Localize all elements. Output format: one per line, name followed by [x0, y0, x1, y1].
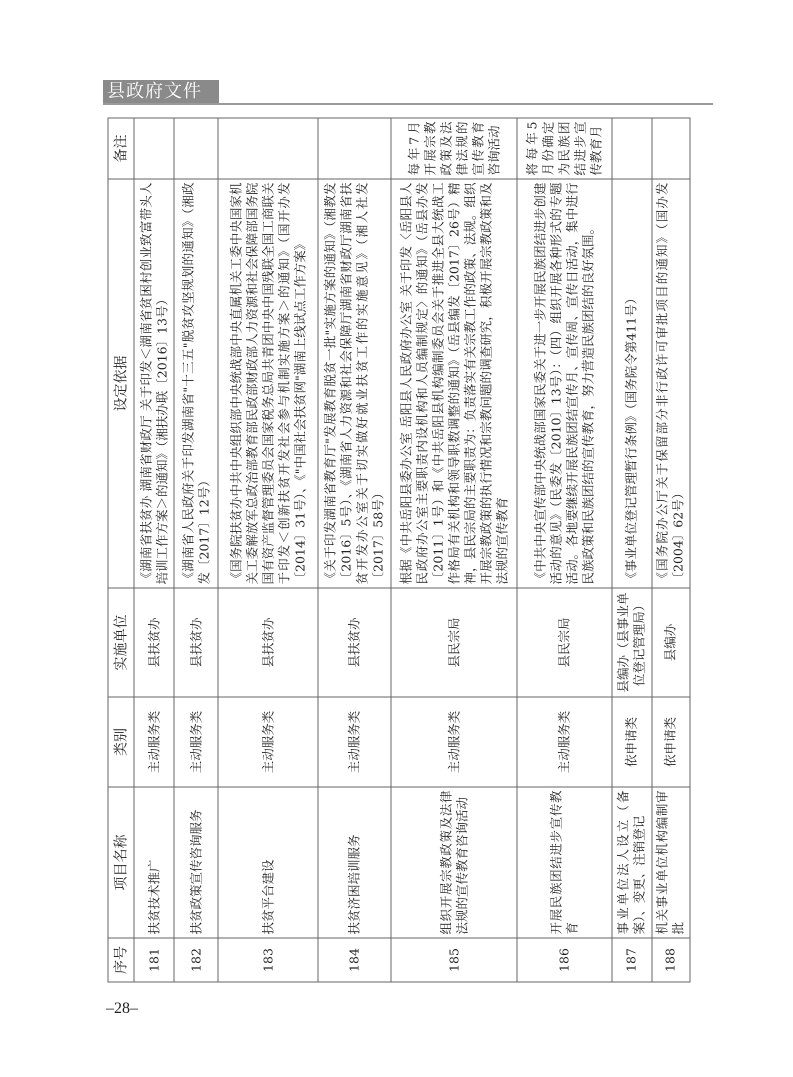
cell-category: 主动服务类 [318, 697, 391, 787]
cell-name: 事业单位法人设立（备案）、变更、注销登记 [611, 787, 651, 938]
cell-note [611, 118, 651, 179]
col-header-note: 备注 [108, 118, 134, 179]
cell-unit: 县扶贫办 [174, 588, 218, 697]
cell-unit: 县民宗局 [516, 588, 611, 697]
cell-note [318, 118, 391, 179]
cell-category: 主动服务类 [134, 697, 174, 787]
cell-name: 扶贫政策宣传咨询服务 [174, 787, 218, 938]
col-header-unit: 实施单位 [108, 588, 134, 697]
cell-unit: 县扶贫办 [318, 588, 391, 697]
cell-category: 依申请类 [611, 697, 651, 787]
cell-no: 183 [218, 938, 318, 982]
cell-category: 主动服务类 [516, 697, 611, 787]
cell-basis: 《事业单位登记管理暂行条例》（国务院令第411号） [611, 179, 651, 588]
cell-unit: 县扶贫办 [134, 588, 174, 697]
cell-note [218, 118, 318, 179]
cell-basis: 《中共中央宣传部中央统战部国家民委关于进一步开展民族团结进步创建活动的意见》（民委发〔2010〕13号）：（四）组织开展各种形式的专题活动。各地要继续开展民族团结宣传月、宣传周、宣传日活动，集中进行民族政策和民族团结的宣传教育，努力营造民族团结的良好氛围。 [516, 179, 611, 588]
cell-note [174, 118, 218, 179]
col-header-name: 项目名称 [108, 787, 134, 938]
cell-no: 187 [611, 938, 651, 982]
col-header-no: 序号 [108, 938, 134, 982]
cell-note: 将每年5月份确定为民族团结进步宣传教育月 [516, 118, 611, 179]
cell-name: 扶贫技术推广 [134, 787, 174, 938]
cell-unit: 县扶贫办 [218, 588, 318, 697]
cell-name: 组织开展宗教政策及法律法规的宣传教育咨询活动 [391, 787, 516, 938]
cell-no: 184 [318, 938, 391, 982]
cell-note [134, 118, 174, 179]
table-row [218, 118, 318, 982]
cell-unit: 县民宗局 [391, 588, 516, 697]
table-row [516, 118, 611, 982]
cell-name: 开展民族团结进步宣传教育 [516, 787, 611, 938]
cell-unit: 县编办（县事业单位登记管理局） [611, 588, 651, 697]
page-number: –28– [106, 1000, 138, 1017]
cell-basis: 《湖南省扶贫办 湖南省财政厅 关于印发＜湖南省贫困村创业致富带头人培训工作方案＞的通知》（湘扶办联〔2016〕13号） [134, 179, 174, 588]
cell-no: 182 [174, 938, 218, 982]
service-items-table [107, 117, 690, 982]
col-header-category: 类别 [108, 697, 134, 787]
cell-category: 主动服务类 [391, 697, 516, 787]
cell-note [651, 118, 689, 179]
document-header-title: 县政府文件 [103, 80, 219, 103]
cell-basis: 《国务院办公厅关于保留部分非行政许可审批项目的通知》（国办发〔2004〕62号） [651, 179, 689, 588]
header-divider [103, 103, 713, 105]
table-row [174, 118, 218, 982]
cell-unit: 县编办 [651, 588, 689, 697]
cell-basis: 《关于印发湖南省教育厅"发展教育脱贫一批"实施方案的通知》（湘教发〔2016〕5号）、《湖南省人力资源和社会保障厅湖南省财政厅湖南省扶贫开发办公室关于切实做好就业扶贫工作的实施意见》（湘人社发〔2017〕58号） [318, 179, 391, 588]
table-row [134, 118, 174, 982]
table-row [611, 118, 651, 982]
table-row [318, 118, 391, 982]
cell-no: 188 [651, 938, 689, 982]
cell-no: 181 [134, 938, 174, 982]
cell-category: 主动服务类 [218, 697, 318, 787]
cell-no: 186 [516, 938, 611, 982]
table-header-row [108, 118, 134, 982]
cell-note: 每年7月开展宗教政策及法律法规的宣传教育咨询活动 [391, 118, 516, 179]
cell-name: 机关事业单位机构编制审批 [651, 787, 689, 938]
cell-category: 依申请类 [651, 697, 689, 787]
cell-basis: 根据《中共岳阳县委办公室 岳阳县人民政府办公室 关于印发〈岳阳县人民政府办公室主要职责内设机构和人员编制规定〉的通知》（岳县办发〔2011〕1号）和《中共岳阳县机构编制委员会关于推进全县大统战工作格局有关机构和领导职数调整的通知》（岳县编发〔2017〕26号）精神，县民宗局的主要职责为：负责落实有关宗教工作的政策、法规。组织开展宗教政策的执行情况和宗教问题的调查研究，积极开展宗教政策和及法规的宣传教育 [391, 179, 516, 588]
cell-category: 主动服务类 [174, 697, 218, 787]
cell-name: 扶贫平台建设 [218, 787, 318, 938]
cell-name: 扶贫济困培训服务 [318, 787, 391, 938]
cell-basis: 《国务院扶贫办中共中央组织部中央统战部中央直属机关工委中央国家机关工委解放军总政治部教育部民政部财政部人力资源和社会保障部国务院国有资产监督管理委员会国家税务总局共青团中央中国残联全国工商联关于印发＜创新扶贫开发社会参与机制实施方案＞的通知》（国开办发〔2014〕31号）、《"中国社会扶贫网"湖南上线试点工作方案》 [218, 179, 318, 588]
table-row [391, 118, 516, 982]
cell-no: 185 [391, 938, 516, 982]
col-header-basis: 设定依据 [108, 179, 134, 588]
table-row [651, 118, 689, 982]
rotated-table-container [107, 118, 690, 982]
cell-basis: 《湖南省人民政府关于印发湖南省"十三五"脱贫攻坚规划的通知》（湘政发〔2017〕12号） [174, 179, 218, 588]
